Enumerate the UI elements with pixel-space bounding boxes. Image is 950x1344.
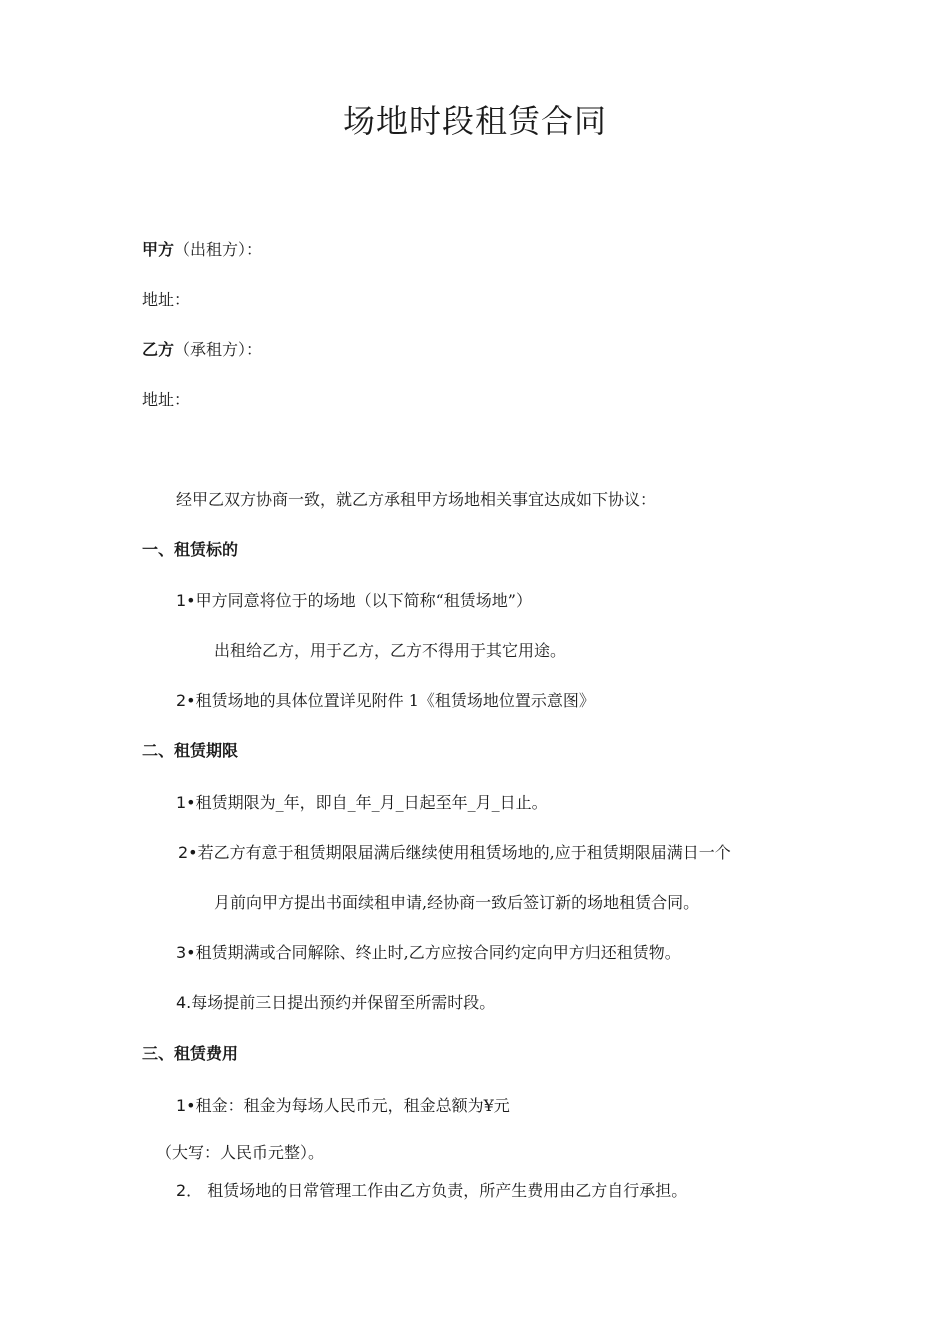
clause-text: 租赁期限为_年，即自_年_月_日起至年_月_日止。: [195, 793, 548, 812]
clause-item: [176, 1181, 687, 1201]
clause-parenthetical: （大写：人民币元整）。: [156, 1143, 325, 1162]
clause-text: 租赁场地的日常管理工作由乙方负责，所产生费用由乙方自行承担。: [202, 1181, 688, 1200]
clause-item: [176, 1096, 510, 1116]
section-heading: 一、租赁标的: [142, 540, 239, 559]
clause-text: 若乙方有意于租赁期限届满后继续使用租赁场地的,应于租赁期限届满日一个: [197, 843, 731, 862]
party-b-label: 乙方: [142, 340, 175, 359]
clause-text: 租金：租金为每场人民币元，租金总额为¥元: [195, 1096, 510, 1115]
clause-text: 每场提前三日提出预约并保留至所需时段。: [191, 993, 496, 1012]
document-title: 场地时段租赁合同: [342, 102, 607, 140]
clause-item: [178, 843, 731, 863]
party-b-role: （承租方）：: [174, 340, 263, 359]
party-a-address: 地址：: [142, 290, 191, 309]
clause-number: 1•: [176, 1096, 196, 1115]
clause-number: 1•: [176, 793, 196, 812]
clause-number: 4.: [176, 993, 192, 1012]
clause-item: [176, 943, 681, 963]
clause-number: 2•: [176, 691, 196, 710]
clause-number: 3•: [176, 943, 196, 962]
clause-item: [176, 793, 548, 813]
clause-continuation: 出租给乙方，用于乙方，乙方不得用于其它用途。: [214, 641, 567, 660]
clause-continuation: 月前向甲方提出书面续租申请,经协商一致后签订新的场地租赁合同。: [214, 893, 700, 912]
section-heading: 三、租赁费用: [142, 1044, 239, 1063]
intro-paragraph: 经甲乙双方协商一致，就乙方承租甲方场地相关事宜达成如下协议：: [176, 490, 657, 509]
clause-text: 租赁场地的具体位置详见附件 1《租赁场地位置示意图》: [195, 691, 595, 710]
party-b-line: [142, 340, 262, 360]
clause-number: 2．: [176, 1181, 203, 1200]
clause-text: 甲方同意将位于的场地（以下简称“租赁场地”）: [195, 591, 532, 610]
clause-number: 2•: [178, 843, 198, 862]
party-a-label: 甲方: [142, 240, 175, 259]
clause-item: [176, 691, 595, 711]
party-b-address: 地址：: [142, 390, 191, 409]
clause-number: 1•: [176, 591, 196, 610]
party-a-line: [142, 240, 262, 260]
section-heading: 二、租赁期限: [142, 741, 239, 760]
clause-item: [176, 591, 532, 611]
clause-item: [176, 993, 495, 1013]
party-a-role: （出租方）：: [174, 240, 263, 259]
clause-text: 租赁期满或合同解除、终止时,乙方应按合同约定向甲方归还租赁物。: [195, 943, 681, 962]
